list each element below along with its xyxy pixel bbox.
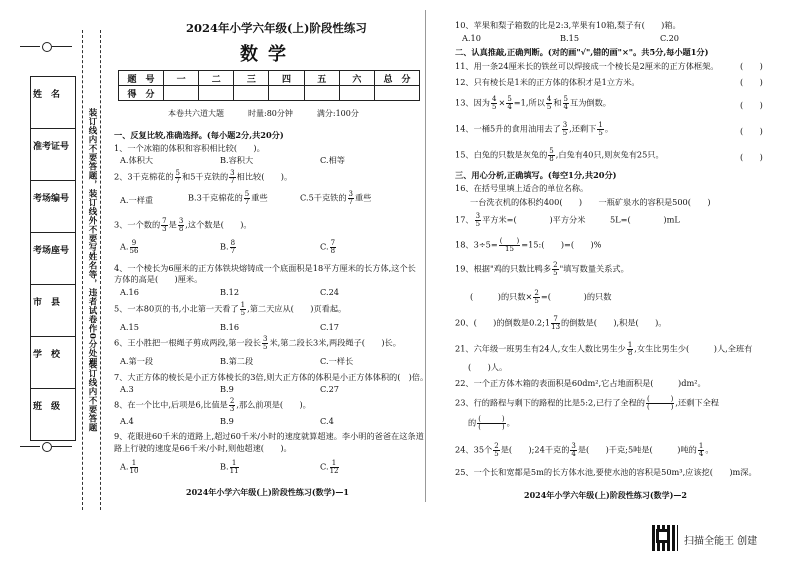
qr-code-icon (652, 525, 678, 551)
answer-paren[interactable]: ( ) (740, 100, 763, 110)
score-header-cell: 总 分 (375, 71, 420, 86)
score-input-cell[interactable] (375, 86, 420, 101)
question-24: 24、35个 $\frac{2}{5}$ 是( );24千克的 $\frac{3}{4}$ 是( )千克;5吨是( )吨的 $\frac{1}{4}$ 。 (455, 442, 714, 458)
question-9-cont: 路上行驶的速度是66千米/小时,则他超速( )。 (114, 443, 292, 453)
option-b[interactable]: B. $\frac{8}{7}$ (220, 239, 236, 255)
student-info-box (30, 76, 76, 441)
score-header-cell: 五 (304, 71, 339, 86)
option-b[interactable]: B.9 (220, 384, 234, 394)
score-input-cell[interactable] (304, 86, 339, 101)
fraction: $\frac{3}{7}$ (230, 169, 235, 185)
option-b[interactable]: B.第二段 (220, 356, 254, 366)
option-c[interactable]: C.24 (320, 287, 339, 297)
question-9: 9、花眼进60千米的道路上,超过60千米/小时的速度就算超速。李小明的爸爸在这条道 (114, 431, 424, 441)
option-b[interactable]: B.16 (220, 322, 240, 332)
question-16: 16、在括号里填上适合的单位名称。 (455, 183, 589, 193)
option-c[interactable]: C. $\frac{7}{8}$ (320, 239, 336, 255)
score-input-cell[interactable] (339, 86, 374, 101)
question-11: 11、用一条24厘米长的铁丝可以焊接成一个棱长是2厘米的正方体框架。 (455, 61, 719, 71)
binding-notice: 装订线内不要答题，装订线外不要写姓名等，违者试卷作0分处理 (87, 108, 97, 367)
option-c[interactable]: C.5千克铁的 $\frac{3}{7}$ 重些 (300, 190, 372, 206)
answer-paren[interactable]: ( ) (740, 126, 763, 136)
question-18: 18、3÷5= $\frac{( )}{15}$ =15:( )=( )% (455, 237, 602, 253)
exam-meta: 本卷共六道大题 时量:80分钟 满分:100分 (168, 109, 359, 118)
question-21-cont: ( )人。 (468, 362, 508, 372)
score-table-score-row (119, 86, 420, 101)
option-b[interactable]: B.12 (220, 287, 240, 297)
score-header-cell: 一 (164, 71, 199, 86)
info-field-name[interactable]: 姓 名 (31, 77, 75, 129)
score-header-cell: 二 (199, 71, 234, 86)
question-15: 15、白兔的只数是灰兔的 $\frac{5}{8}$ ,白兔有40只,则灰兔有25只。 (455, 147, 664, 163)
binding-line-outer (100, 30, 101, 510)
score-header-cell: 题 号 (119, 71, 164, 86)
question-1: 1、一个冰箱的体积和容积相比较( )。 (114, 143, 265, 153)
question-19-formula: ( )的只数× $\frac{2}{5}$ =( )的只数 (470, 289, 612, 305)
section-heading: 一、反复比较,准确选择。(每小题2分,共20分) (114, 130, 284, 140)
question-14: 14、一桶5升的食用油用去了 $\frac{3}{5}$ ,还剩下 $\frac{1}{5}$ 。 (455, 121, 614, 137)
option-a[interactable]: A.4 (120, 416, 134, 426)
page-footer-2: 2024年小学六年级(上)阶段性练习(数学)—2 (524, 490, 687, 500)
option-a[interactable]: A.15 (120, 322, 139, 332)
option-a[interactable]: A. $\frac{1}{10}$ (120, 459, 139, 475)
subject-title: 数学 (240, 44, 296, 65)
binding-notice-2: 装订线内不要答题 (87, 360, 97, 432)
option-b[interactable]: B.容积大 (220, 155, 254, 165)
question-6: 6、王小胜把一根绳子剪成两段,第一段长 $\frac{3}{5}$ 米,第二段长3米,两段绳子( )长。 (114, 335, 401, 351)
option-b[interactable]: B.15 (560, 33, 580, 43)
option-c[interactable]: C. $\frac{1}{12}$ (320, 459, 339, 475)
scanner-watermark: 扫描全能王 创建 (684, 536, 758, 547)
question-7: 7、大正方体的棱长是小正方体棱长的3倍,则大正方体的体积是小正方体体积的( )倍。 (114, 372, 429, 382)
score-table (118, 70, 420, 101)
score-header-cell: 四 (269, 71, 304, 86)
question-20: 20、( )的倒数是0.2;1 $\frac{7}{13}$ 的倒数是( ),积是( )。 (455, 315, 667, 331)
score-input-cell[interactable] (164, 86, 199, 101)
score-header-cell: 六 (339, 71, 374, 86)
answer-paren[interactable]: ( ) (740, 152, 763, 162)
score-input-cell[interactable] (269, 86, 304, 101)
option-a[interactable]: A.16 (120, 287, 139, 297)
option-a[interactable]: A. $\frac{9}{56}$ (120, 239, 139, 255)
score-input-cell[interactable] (199, 86, 234, 101)
info-field-ticket[interactable]: 准考证号 (31, 129, 75, 181)
binding-tick (20, 46, 40, 47)
page-footer-1: 2024年小学六年级(上)阶段性练习(数学)—1 (186, 487, 349, 497)
score-label-cell: 得 分 (119, 86, 164, 101)
section-heading: 二、认真推敲,正确判断。(对的画"√",错的画"×"。共5分,每小题1分) (455, 47, 709, 57)
option-c[interactable]: C.17 (320, 322, 339, 332)
info-field-class[interactable]: 班 级 (33, 402, 61, 412)
option-c[interactable]: C.4 (320, 416, 334, 426)
option-a[interactable]: A.3 (120, 384, 134, 394)
question-16-items: 一台洗衣机的体积约400( ) 一瓶矿泉水的容积是500( ) (470, 197, 711, 207)
score-table-header-row (119, 71, 420, 86)
binding-tick (52, 446, 72, 447)
exam-title: 2024年小学六年级(上)阶段性练习 (186, 21, 367, 35)
option-c[interactable]: C.27 (320, 384, 339, 394)
question-5: 5、一本80页的书,小北第一天看了 $\frac{1}{5}$ ,第二天应从( )页看起。 (114, 301, 347, 317)
option-a[interactable]: A.体积大 (120, 155, 154, 165)
question-23: 23、行的路程与剩下的路程的比是5:2,已行了全程的 $\frac{( )}{( )}$ ,还剩下全程 (455, 395, 719, 411)
question-21: 21、六年级一班男生有24人,女生人数比男生少 $\frac{1}{8}$ ,女生比男生少( )人,全班有 (455, 341, 753, 357)
question-23-cont: 的 $\frac{( )}{( )}$ 。 (468, 415, 515, 431)
question-10: 10、苹果和梨子箱数的比是2:3,苹果有10箱,梨子有( )箱。 (455, 20, 681, 30)
option-b[interactable]: B.9 (220, 416, 234, 426)
option-c[interactable]: C.一样长 (320, 356, 354, 366)
binding-line (82, 30, 83, 510)
question-13: 13、因为 $\frac{4}{5}$ × $\frac{5}{4}$ =1,所以 $\frac{4}{5}$ 和 $\frac{5}{4}$ 互为倒数。 (455, 95, 611, 111)
binding-tick (20, 446, 40, 447)
info-field-room[interactable]: 考场编号 (31, 181, 75, 233)
option-a[interactable]: A.一样重 (120, 195, 154, 205)
question-17: 17、 $\frac{3}{5}$ 平方米=( )平方分米 5L=( )mL (455, 212, 680, 228)
question-4: 4、一个棱长为6厘米的正方体铁块熔铸成一个底面积是18平方厘米的长方体,这个长 (114, 263, 416, 273)
fraction: $\frac{5}{7}$ (175, 169, 181, 185)
section-heading: 三、用心分析,正确填写。(每空1分,共20分) (455, 170, 617, 180)
binding-tick (52, 46, 72, 47)
answer-paren[interactable]: ( ) (740, 61, 763, 71)
binding-hole (42, 442, 52, 452)
question-2: 2、3千克棉花的 $\frac{5}{7}$ 和5千克铁的 $\frac{3}{7}$ 相比较( )。 (114, 169, 293, 185)
option-a[interactable]: A.第一段 (120, 356, 154, 366)
question-25: 25、一个长和宽都是5m的长方体水池,要使水池的容积是50m³,应该挖( )m深。 (455, 467, 757, 477)
option-a[interactable]: A.10 (462, 33, 481, 43)
info-field-seat[interactable]: 考场座号 (31, 233, 75, 285)
option-b[interactable]: B.3千克棉花的 $\frac{5}{7}$ 重些 (188, 190, 268, 206)
question-19: 19、根据"鸡的只数比鸭多 $\frac{2}{5}$ "填写数量关系式。 (455, 261, 629, 277)
question-3: 3、一个数的 $\frac{7}{3}$ 是 $\frac{3}{8}$ ,这个数是( )。 (114, 217, 252, 233)
answer-paren[interactable]: ( ) (740, 77, 763, 87)
question-8: 8、在一个比中,后项是6,比值是 $\frac{2}{3}$ ,那么前项是( )。 (114, 397, 311, 413)
page-divider (425, 10, 426, 502)
question-12: 12、只有棱长是1米的正方体的体积才是1立方米。 (455, 77, 640, 87)
score-header-cell: 三 (234, 71, 269, 86)
option-c[interactable]: C.相等 (320, 155, 345, 165)
option-c[interactable]: C.20 (660, 33, 679, 43)
question-4-cont: 方体的高是( )厘米。 (114, 274, 203, 284)
info-field-school[interactable]: 学 校 (31, 337, 75, 389)
binding-hole (42, 42, 52, 52)
info-field-county[interactable]: 市 县 (31, 285, 75, 337)
score-input-cell[interactable] (234, 86, 269, 101)
option-b[interactable]: B. $\frac{1}{11}$ (220, 459, 239, 475)
question-22: 22、一个正方体木箱的表面积是60dm²,它占地面积是( )dm²。 (455, 378, 706, 388)
